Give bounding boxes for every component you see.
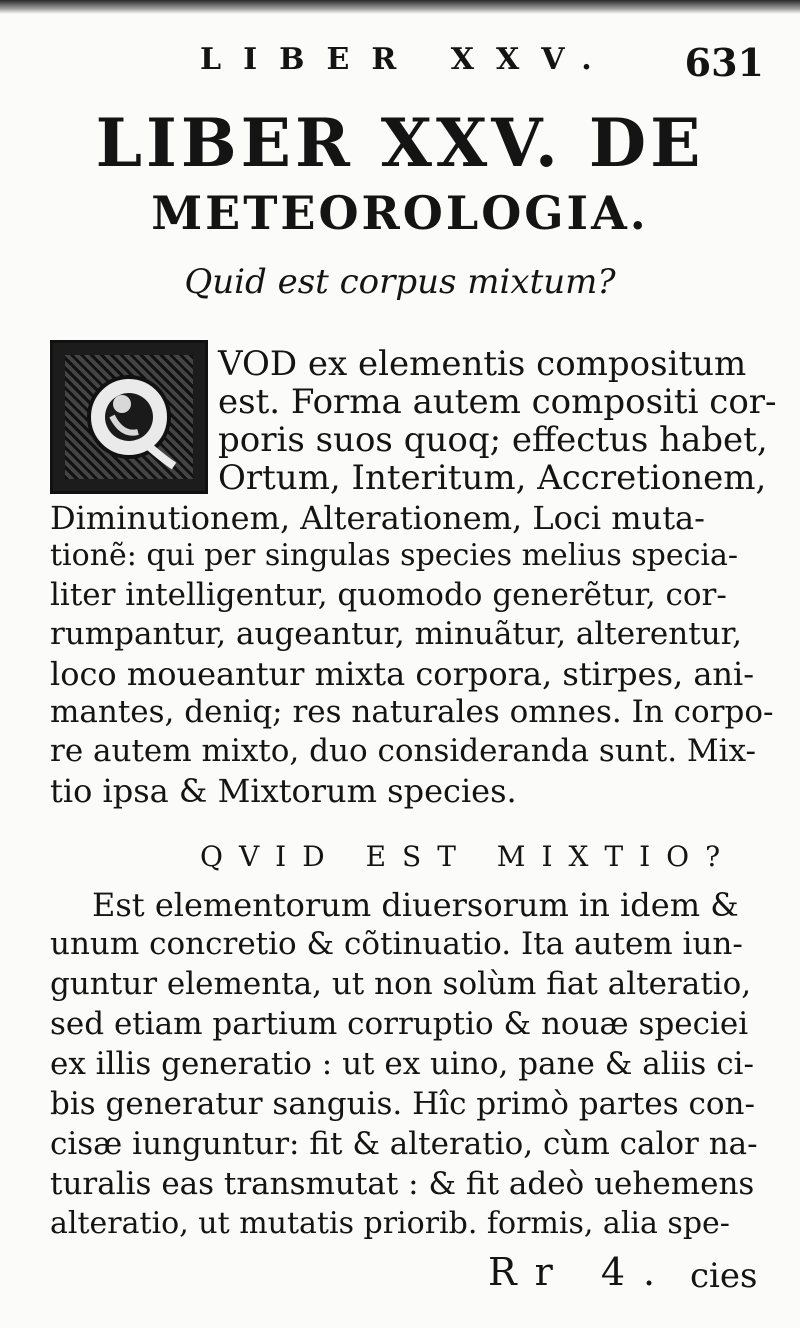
- chapter-title-line1: LIBER XXV. DE: [95, 104, 705, 182]
- p2-line-4: sed etiam partium corruptio & nouæ speciei: [50, 1006, 749, 1042]
- p2-line-6: bis generatur sanguis. Hîc primò partes con-: [50, 1086, 755, 1122]
- decorated-initial-glyph: [74, 362, 184, 472]
- p2-line-3: guntur elementa, ut non solùm fiat alteratio,: [50, 966, 752, 1002]
- p1-line-3: poris suos quoq; effectus habet,: [218, 420, 768, 460]
- p2-line-7: cisæ iunguntur: fit & alteratio, cùm calor na-: [50, 1126, 758, 1162]
- p1-line-11: re autem mixto, duo consideranda sunt. Mix-: [50, 733, 756, 769]
- running-head: LIBER XXV.: [200, 42, 614, 77]
- p2-line-5: ex illis generatio : ut ex uino, pane & aliis ci-: [50, 1046, 754, 1082]
- section-heading: QVID EST MIXTIO?: [200, 840, 737, 873]
- signature-mark: Rr 4.: [488, 1250, 674, 1294]
- p2-line-8: turalis eas transmutat : & fit adeò uehemens: [50, 1166, 755, 1202]
- p1-line-2: est. Forma autem compositi cor-: [218, 382, 777, 422]
- p1-line-1: VOD ex elementis compositum: [218, 344, 747, 384]
- p1-line-9: loco moueantur mixta corpora, stirpes, ani-: [50, 655, 755, 693]
- p2-line-1: Est elementorum diuersorum in idem &: [92, 886, 739, 924]
- p1-line-7: liter intelligentur, quomodo generẽtur, cor-: [50, 577, 727, 613]
- p1-line-8: rumpantur, augeantur, minuãtur, alterentur,: [50, 616, 742, 652]
- p1-line-10: mantes, deniq; res naturales omnes. In corpo-: [50, 694, 774, 730]
- page-top-edge: [0, 0, 800, 14]
- page-number: 631: [684, 40, 764, 85]
- p2-line-2: unum concretio & cõtinuatio. Ita autem iun-: [50, 926, 743, 962]
- chapter-title-line2: METEOROLOGIA.: [151, 186, 649, 240]
- decorated-initial-q: [50, 340, 208, 494]
- section-question: Quid est corpus mixtum?: [184, 262, 616, 302]
- p2-line-9: alteratio, ut mutatis priorib. formis, alia spe-: [50, 1206, 730, 1241]
- p1-line-6: tionẽ: qui per singulas species melius specia-: [50, 538, 739, 573]
- p1-line-5: Diminutionem, Alterationem, Loci muta-: [50, 499, 705, 537]
- catchword: cies: [690, 1256, 758, 1296]
- p1-line-12: tio ipsa & Mixtorum species.: [50, 772, 517, 810]
- p1-line-4: Ortum, Interitum, Accretionem,: [218, 458, 767, 498]
